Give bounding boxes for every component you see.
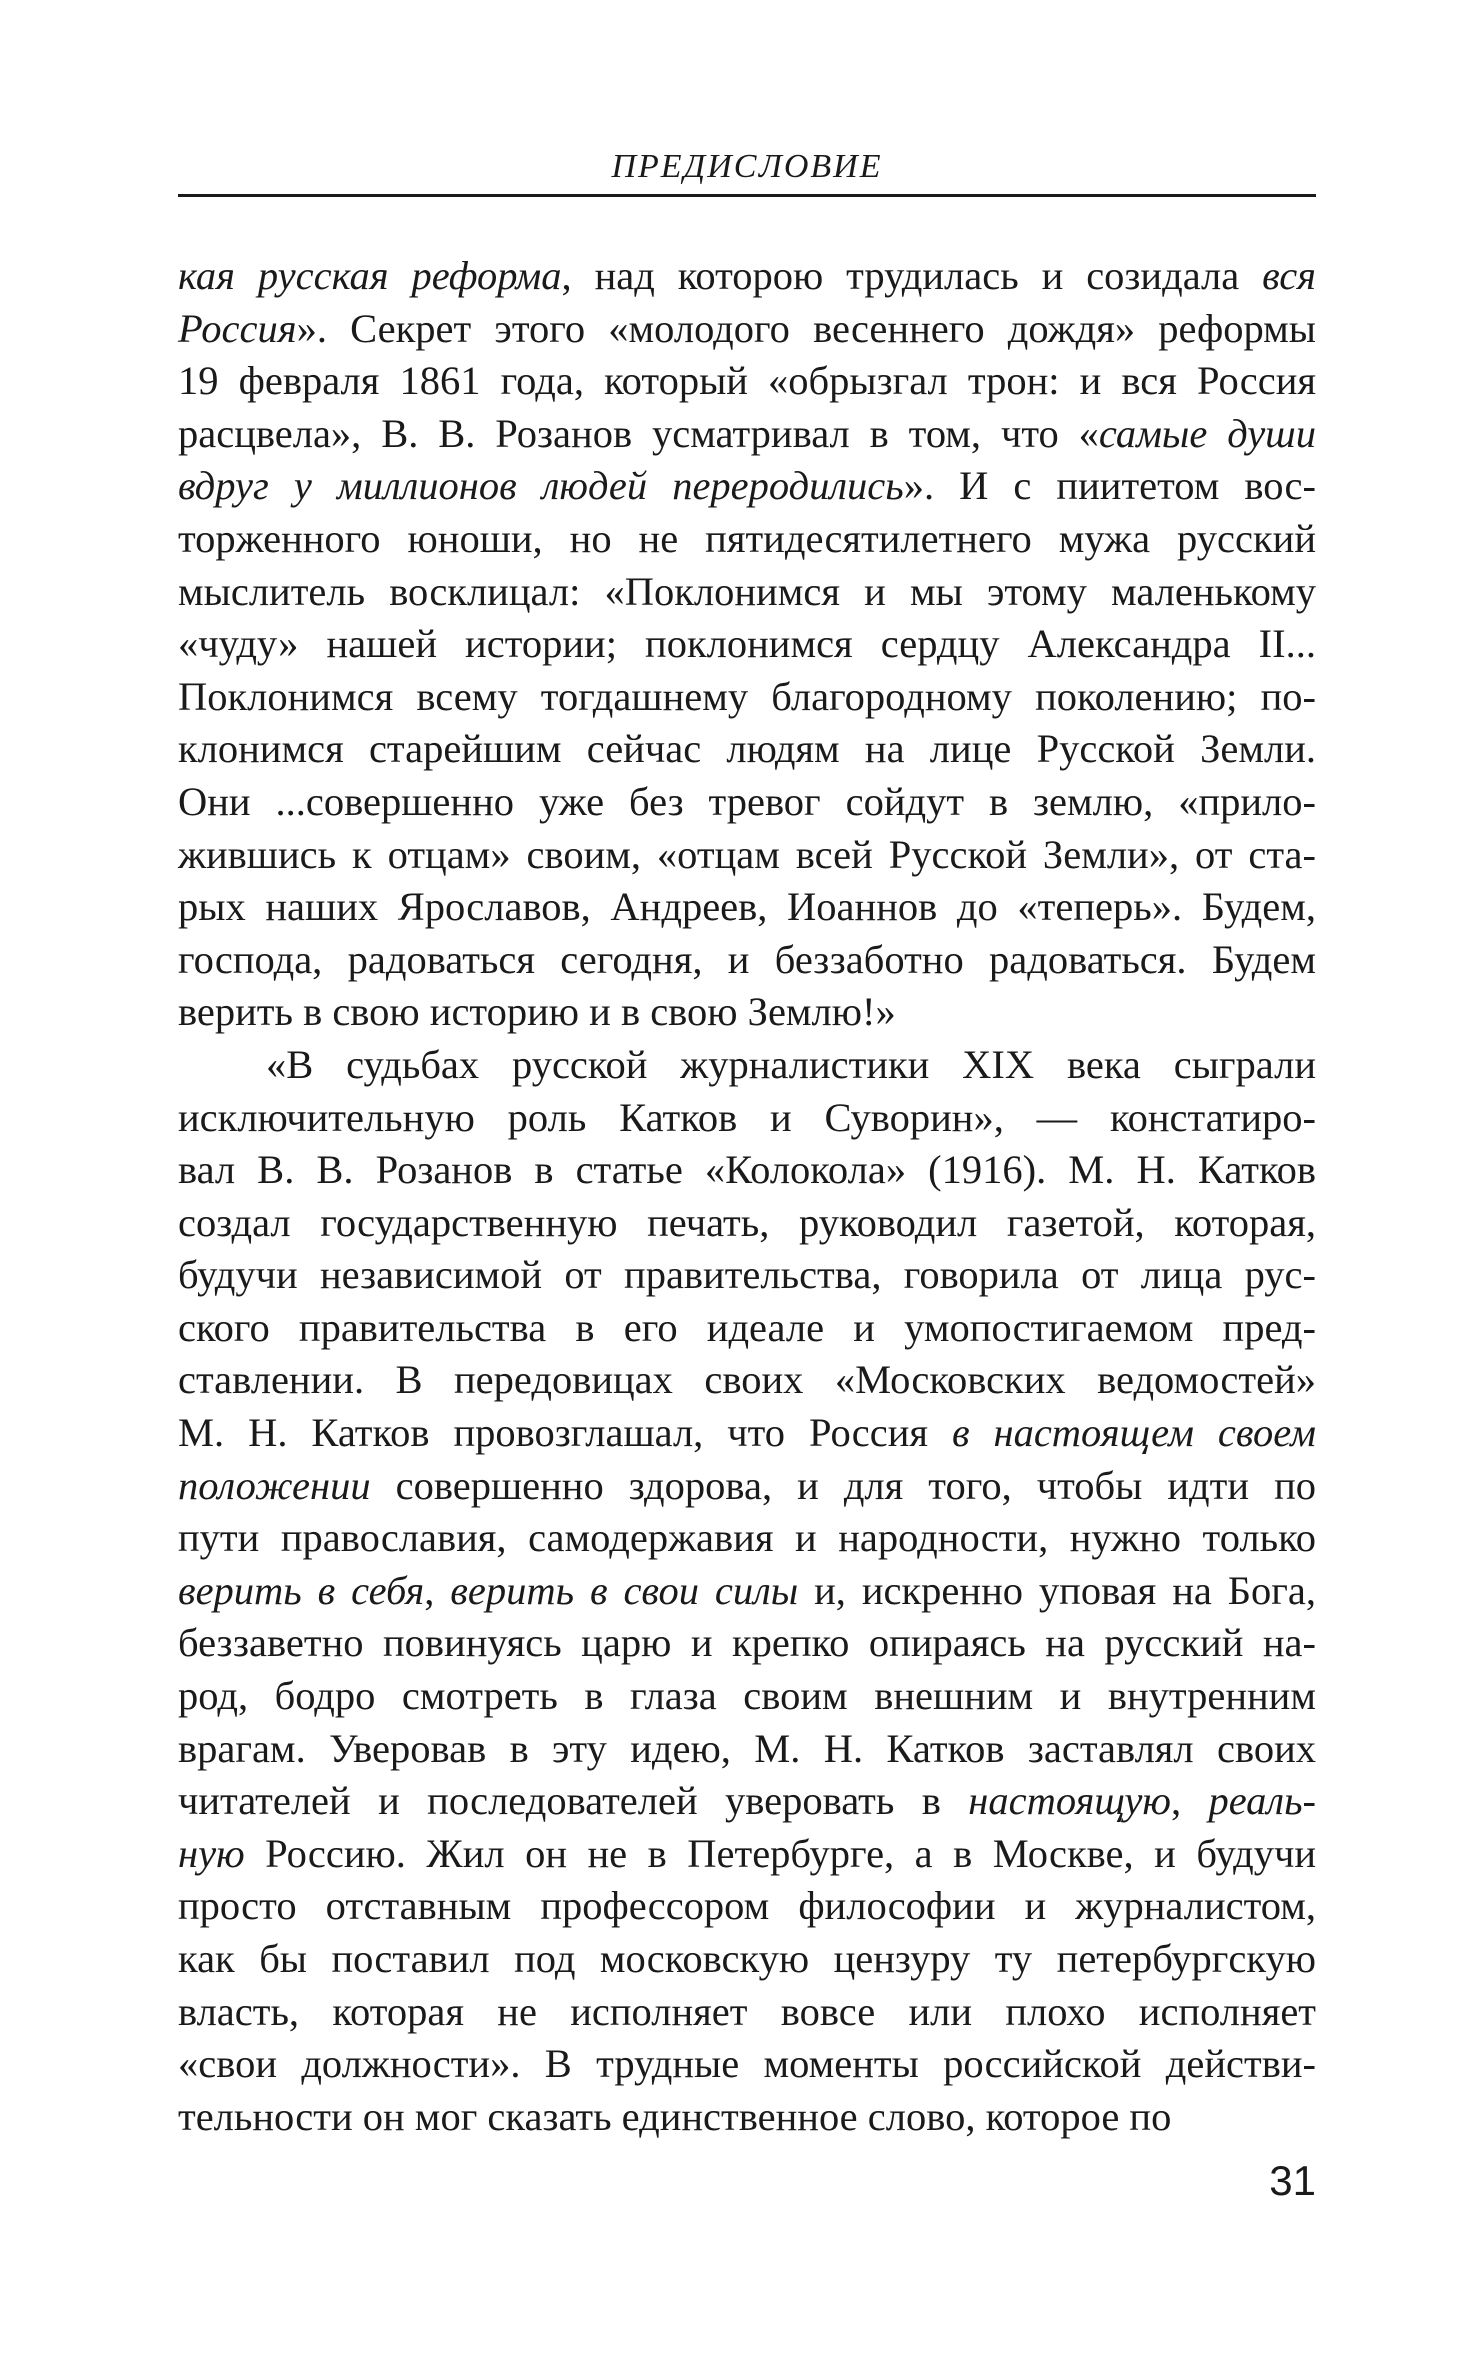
- text-line: [178, 303, 1316, 356]
- text-segment: Они ...совершенно уже без тревог сойдут в землю, «прило-: [178, 778, 1316, 824]
- text-line: [178, 776, 1316, 829]
- text-line: [178, 408, 1316, 461]
- text-line: [178, 1354, 1316, 1407]
- text-line: [178, 1460, 1316, 1513]
- text-line: [178, 1302, 1316, 1355]
- text-line: [178, 934, 1316, 987]
- text-segment: «свои должности». В трудные моменты российской действи-: [178, 2041, 1316, 2087]
- text-segment: М. Н. Катков провозглашал, что Россия: [178, 1410, 952, 1456]
- text-segment: создал государственную печать, руководил газетой, которая,: [178, 1199, 1316, 1245]
- text-segment: тельности он мог сказать единственное слово, которое по: [178, 2093, 1172, 2139]
- text-segment: ского правительства в его идеале и умопостигаемом пред-: [178, 1304, 1316, 1350]
- italic-segment: самые души: [1098, 410, 1316, 456]
- text-line: [178, 1565, 1316, 1618]
- text-segment: исключительную роль Катков и Суворин», — констатиро-: [178, 1094, 1316, 1140]
- text-segment: род, бодро смотреть в глаза своим внешним и внутренним: [178, 1673, 1316, 1719]
- italic-segment: настоящую: [968, 1778, 1171, 1824]
- header-rule: [178, 194, 1316, 197]
- text-line: [178, 1512, 1316, 1565]
- text-line: [178, 1144, 1316, 1197]
- italic-segment: ную: [178, 1830, 245, 1876]
- text-line: [178, 1723, 1316, 1776]
- text-line: [178, 723, 1316, 776]
- text-line: [178, 460, 1316, 513]
- italic-segment: положении: [178, 1462, 371, 1508]
- text-segment: и, искренно уповая на Бога,: [798, 1567, 1316, 1613]
- body-text: [178, 250, 1316, 2143]
- text-line: [178, 1617, 1316, 1670]
- text-line: [178, 1039, 1316, 1092]
- text-segment: ». Секрет этого «молодого весеннего дождя» реформы: [296, 305, 1316, 351]
- text-segment: клонимся старейшим сейчас людям на лице Русской Земли.: [178, 726, 1316, 772]
- text-line: [178, 1092, 1316, 1145]
- text-line: [178, 1775, 1316, 1828]
- text-line: [178, 1197, 1316, 1250]
- text-segment: ставлении. В передовицах своих «Московских ведомостей»: [178, 1357, 1316, 1403]
- italic-segment: вдруг у миллионов людей переродились: [178, 463, 904, 509]
- text-line: [178, 1880, 1316, 1933]
- text-line: [178, 986, 1316, 1039]
- text-line: [178, 1670, 1316, 1723]
- text-segment: расцвела», В. В. Розанов усматривал в том, что «: [178, 410, 1099, 456]
- text-segment: вал В. В. Розанов в статье «Колокола» (1916). М. Н. Катков: [178, 1147, 1316, 1193]
- text-line: [178, 1828, 1316, 1881]
- text-segment: верить в свою историю и в свою Землю!»: [178, 989, 896, 1035]
- text-line: [178, 250, 1316, 303]
- text-line: [178, 881, 1316, 934]
- text-segment: мыслитель восклицал: «Поклонимся и мы этому маленькому: [178, 568, 1316, 614]
- text-segment: ,: [424, 1567, 451, 1613]
- text-segment: просто отставным профессором философии и журналистом,: [178, 1883, 1316, 1929]
- italic-segment: кая русская реформа: [178, 253, 562, 298]
- text-line: [178, 1933, 1316, 1986]
- text-segment: , над которою трудилась и созидала: [561, 253, 1263, 298]
- text-line: [178, 566, 1316, 619]
- text-segment: торженного юноши, но не пятидесятилетнего мужа русский: [178, 515, 1316, 561]
- text-segment: пути православия, самодержавия и народности, нужно только: [178, 1515, 1316, 1561]
- text-line: [178, 671, 1316, 724]
- text-segment: власть, которая не исполняет вовсе или плохо исполняет: [178, 1988, 1316, 2034]
- text-segment: читателей и последователей уверовать в: [178, 1778, 969, 1824]
- text-segment: ». И с пиитетом вос-: [903, 463, 1317, 509]
- text-segment: Россию. Жил он не в Петербурге, а в Москве, и будучи: [244, 1830, 1316, 1876]
- text-segment: ,: [1170, 1778, 1209, 1824]
- text-segment: Поклонимся всему тогдашнему благородному поколению; по-: [178, 673, 1316, 719]
- running-head-title: ПРЕДИСЛОВИЕ: [611, 148, 883, 185]
- text-line: [178, 2091, 1316, 2144]
- text-segment: жившись к отцам» своим, «отцам всей Русской Земли», от ста-: [178, 831, 1316, 877]
- text-line: [178, 1986, 1316, 2039]
- italic-segment: Россия: [178, 305, 297, 351]
- text-line: [178, 513, 1316, 566]
- text-segment: врагам. Уверовав в эту идею, М. Н. Катков заставлял своих: [178, 1725, 1316, 1771]
- italic-segment: реаль-: [1208, 1778, 1317, 1824]
- text-line: [178, 355, 1316, 408]
- text-segment: как бы поставил под московскую цензуру ту петербургскую: [178, 1936, 1316, 1981]
- text-segment: рых наших Ярославов, Андреев, Иоаннов до «теперь». Будем,: [178, 884, 1316, 930]
- text-segment: господа, радоваться сегодня, и беззаботно радоваться. Будем: [178, 936, 1316, 982]
- italic-segment: верить в себя: [178, 1567, 425, 1613]
- text-line: [178, 1249, 1316, 1302]
- text-segment: «В судьбах русской журналистики XIX века сыграли: [266, 1041, 1316, 1087]
- text-segment: беззаветно повинуясь царю и крепко опираясь на русский на-: [178, 1620, 1316, 1666]
- text-segment: будучи независимой от правительства, говорила от лица рус-: [178, 1252, 1316, 1298]
- text-line: [178, 829, 1316, 882]
- text-segment: 19 февраля 1861 года, который «обрызгал трон: и вся Россия: [178, 358, 1316, 404]
- italic-segment: вся: [1262, 253, 1317, 298]
- text-line: [178, 1407, 1316, 1460]
- text-line: [178, 2038, 1316, 2091]
- italic-segment: верить в свои силы: [450, 1567, 799, 1613]
- text-segment: совершенно здорова, и для того, чтобы идти по: [370, 1462, 1316, 1508]
- text-line: [178, 618, 1316, 671]
- page-number: 31: [1269, 2157, 1316, 2204]
- text-segment: «чуду» нашей истории; поклонимся сердцу Александра II...: [178, 621, 1316, 667]
- italic-segment: в настоящем своем: [951, 1410, 1317, 1456]
